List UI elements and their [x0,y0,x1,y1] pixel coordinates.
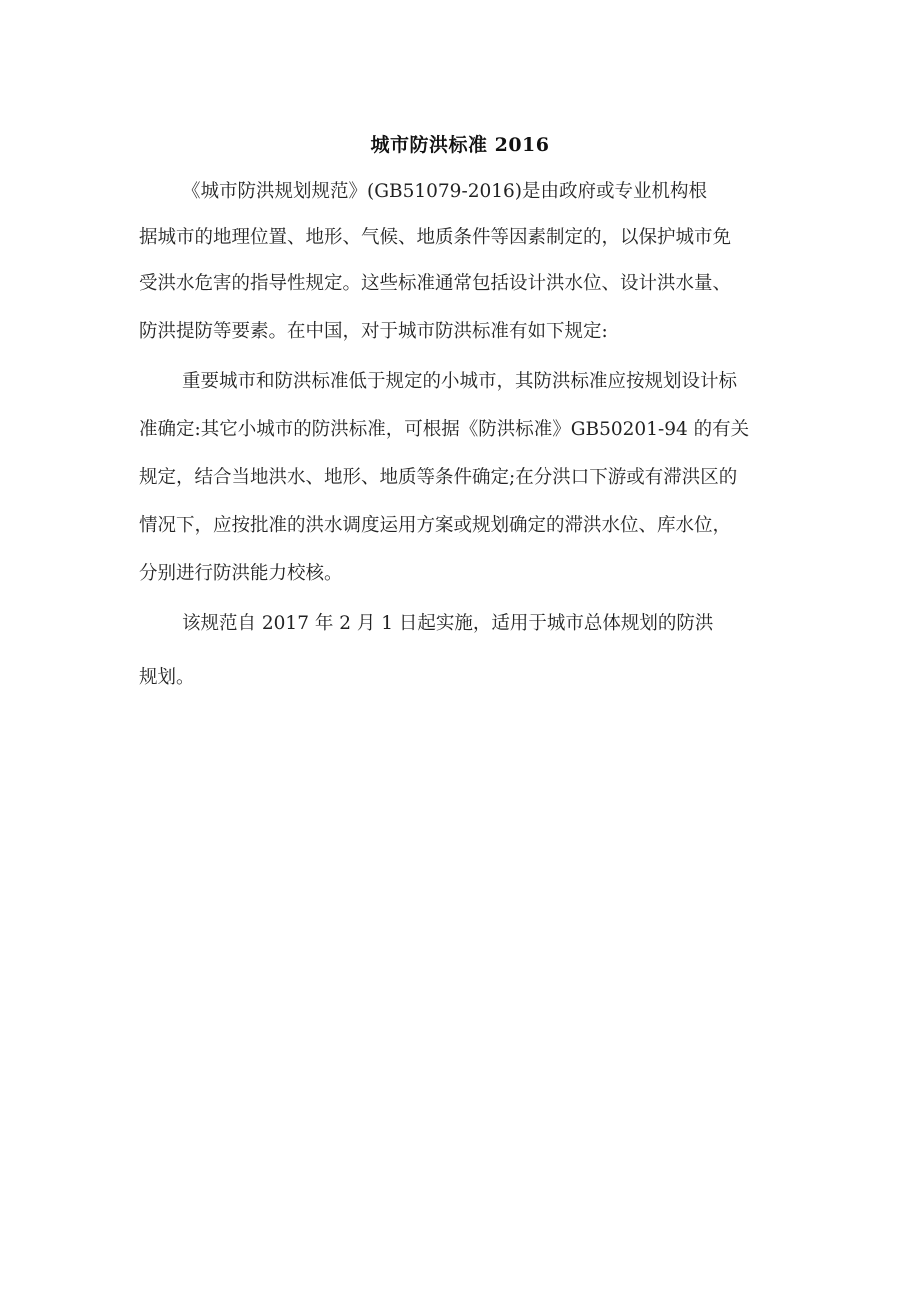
paragraph-line: 该规范自 2017 年 2 月 1 日起实施，适用于城市总体规划的防洪 [182,613,714,634]
paragraph-line: 准确定:其它小城市的防洪标准，可根据《防洪标准》GB50201-94 的有关 [139,419,750,440]
paragraph-line: 规划。 [139,667,195,688]
paragraph-line: 受洪水危害的指导性规定。这些标准通常包括设计洪水位、设计洪水量、 [139,273,732,294]
paragraph-line: 分别进行防洪能力校核。 [139,563,343,584]
paragraph-line: 防洪提防等要素。在中国，对于城市防洪标准有如下规定: [139,321,608,342]
paragraph-line: 重要城市和防洪标准低于规定的小城市，其防洪标准应按规划设计标 [182,371,738,392]
paragraph-line: 情况下，应按批准的洪水调度运用方案或规划确定的滞洪水位、库水位， [139,515,732,536]
paragraph-line: 《城市防洪规划规范》(GB51079-2016)是由政府或专业机构根 [182,181,707,202]
paragraph-line: 据城市的地理位置、地形、气候、地质条件等因素制定的，以保护城市免 [139,227,732,248]
paragraph-line: 规定，结合当地洪水、地形、地质等条件确定;在分洪口下游或有滞洪区的 [139,467,738,488]
document-title: 城市防洪标准 2016 [370,134,550,156]
